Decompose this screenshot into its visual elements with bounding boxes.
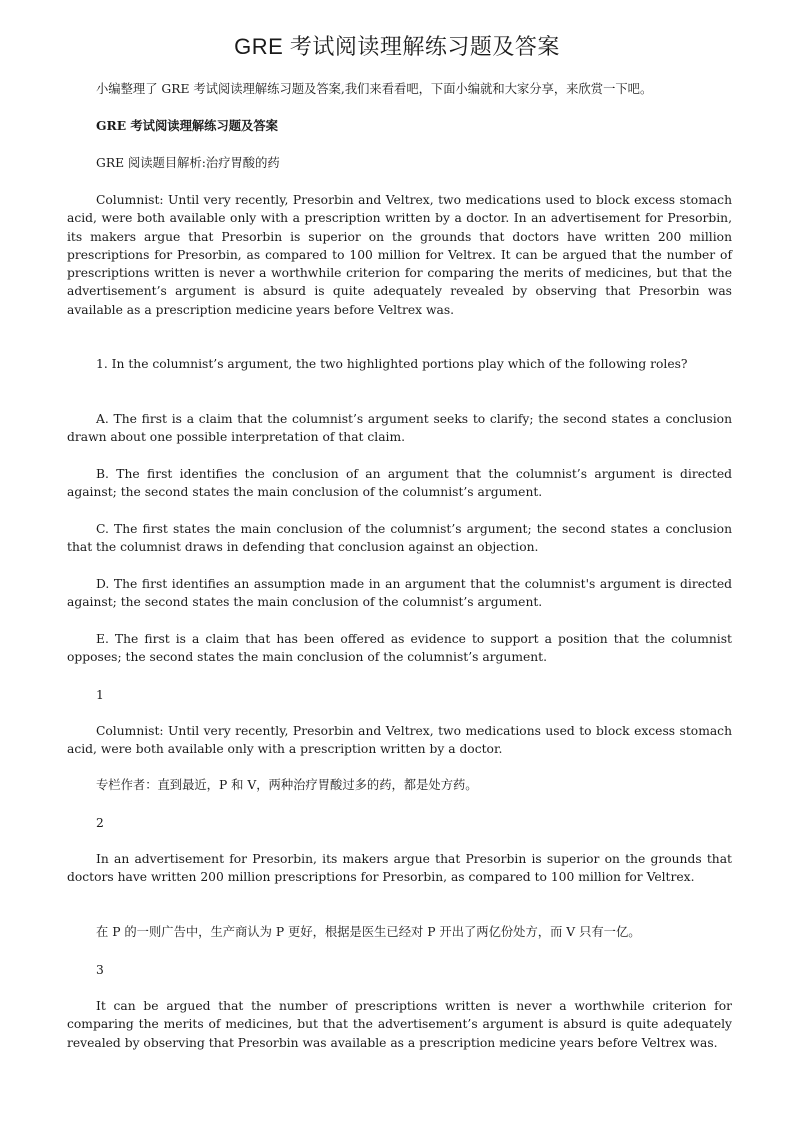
question-text: 1. In the columnist’s argument, the two highlighted portions play which of the following roles?: [96, 357, 688, 371]
option-e: E. The first is a claim that has been offered as evidence to support a position that the columnist opposes; the second states the main conclusion of the columnist’s argument.: [67, 632, 732, 665]
section-number: 3: [96, 963, 104, 977]
section-english: It can be argued that the number of prescriptions written is never a worthwhile criterion for comparing the merits of medicines, but that the advertisement’s argument is absurd is quite adequately revealed by observing that Presorbin was available as a prescription medicine years before Veltrex was.: [67, 999, 732, 1050]
section-chinese: 专栏作者：直到最近，P 和 V，两种治疗胃酸过多的药，都是处方药。: [96, 778, 478, 792]
section-english: Columnist: Until very recently, Presorbin and Veltrex, two medications used to block excess stomach acid, were both available only with a prescription written by a doctor.: [67, 724, 732, 757]
option-b: B. The first identifies the conclusion of an argument that the columnist’s argument is directed against; the second states the main conclusion of the columnist’s argument.: [67, 467, 732, 500]
option-c: C. The first states the main conclusion of the columnist’s argument; the second states a conclusion that the columnist draws in defending that conclusion against an objection.: [67, 522, 732, 555]
section-number: 1: [96, 688, 104, 702]
intro-paragraph: 小编整理了 GRE 考试阅读理解练习题及答案,我们来看看吧，下面小编就和大家分享，来欣赏一下吧。: [96, 82, 653, 96]
section-english: In an advertisement for Presorbin, its makers argue that Presorbin is superior on the grounds that doctors have written 200 million prescriptions for Presorbin, as compared to 100 million for Veltrex.: [67, 852, 732, 885]
option-d: D. The first identifies an assumption made in an argument that the columnist's argument is directed against; the second states the main conclusion of the columnist’s argument.: [67, 577, 732, 610]
topic-line: GRE 阅读题目解析:治疗胃酸的药: [96, 156, 280, 170]
option-a: A. The first is a claim that the columnist’s argument seeks to clarify; the second states a conclusion drawn about one possible interpretation of that claim.: [67, 412, 732, 445]
passage-paragraph: Columnist: Until very recently, Presorbin and Veltrex, two medications used to block excess stomach acid, were both available only with a prescription written by a doctor. In an advertisement for Presorbin, its makers argue that Presorbin is superior on the grounds that doctors have written 200 million prescriptions for Presorbin, as compared to 100 million for Veltrex. It can be argued that the number of prescriptions written is never a worthwhile criterion for comparing the merits of medicines, but that the advertisement’s argument is absurd is quite adequately revealed by observing that Presorbin was available as a prescription medicine years before Veltrex was.: [67, 193, 732, 317]
section-number: 2: [96, 816, 104, 830]
section-chinese: 在 P 的一则广告中，生产商认为 P 更好，根据是医生已经对 P 开出了两亿份处方，而 V 只有一亿。: [96, 925, 641, 939]
section-heading: GRE 考试阅读理解练习题及答案: [96, 118, 278, 133]
page-title: GRE 考试阅读理解练习题及答案: [234, 34, 560, 59]
